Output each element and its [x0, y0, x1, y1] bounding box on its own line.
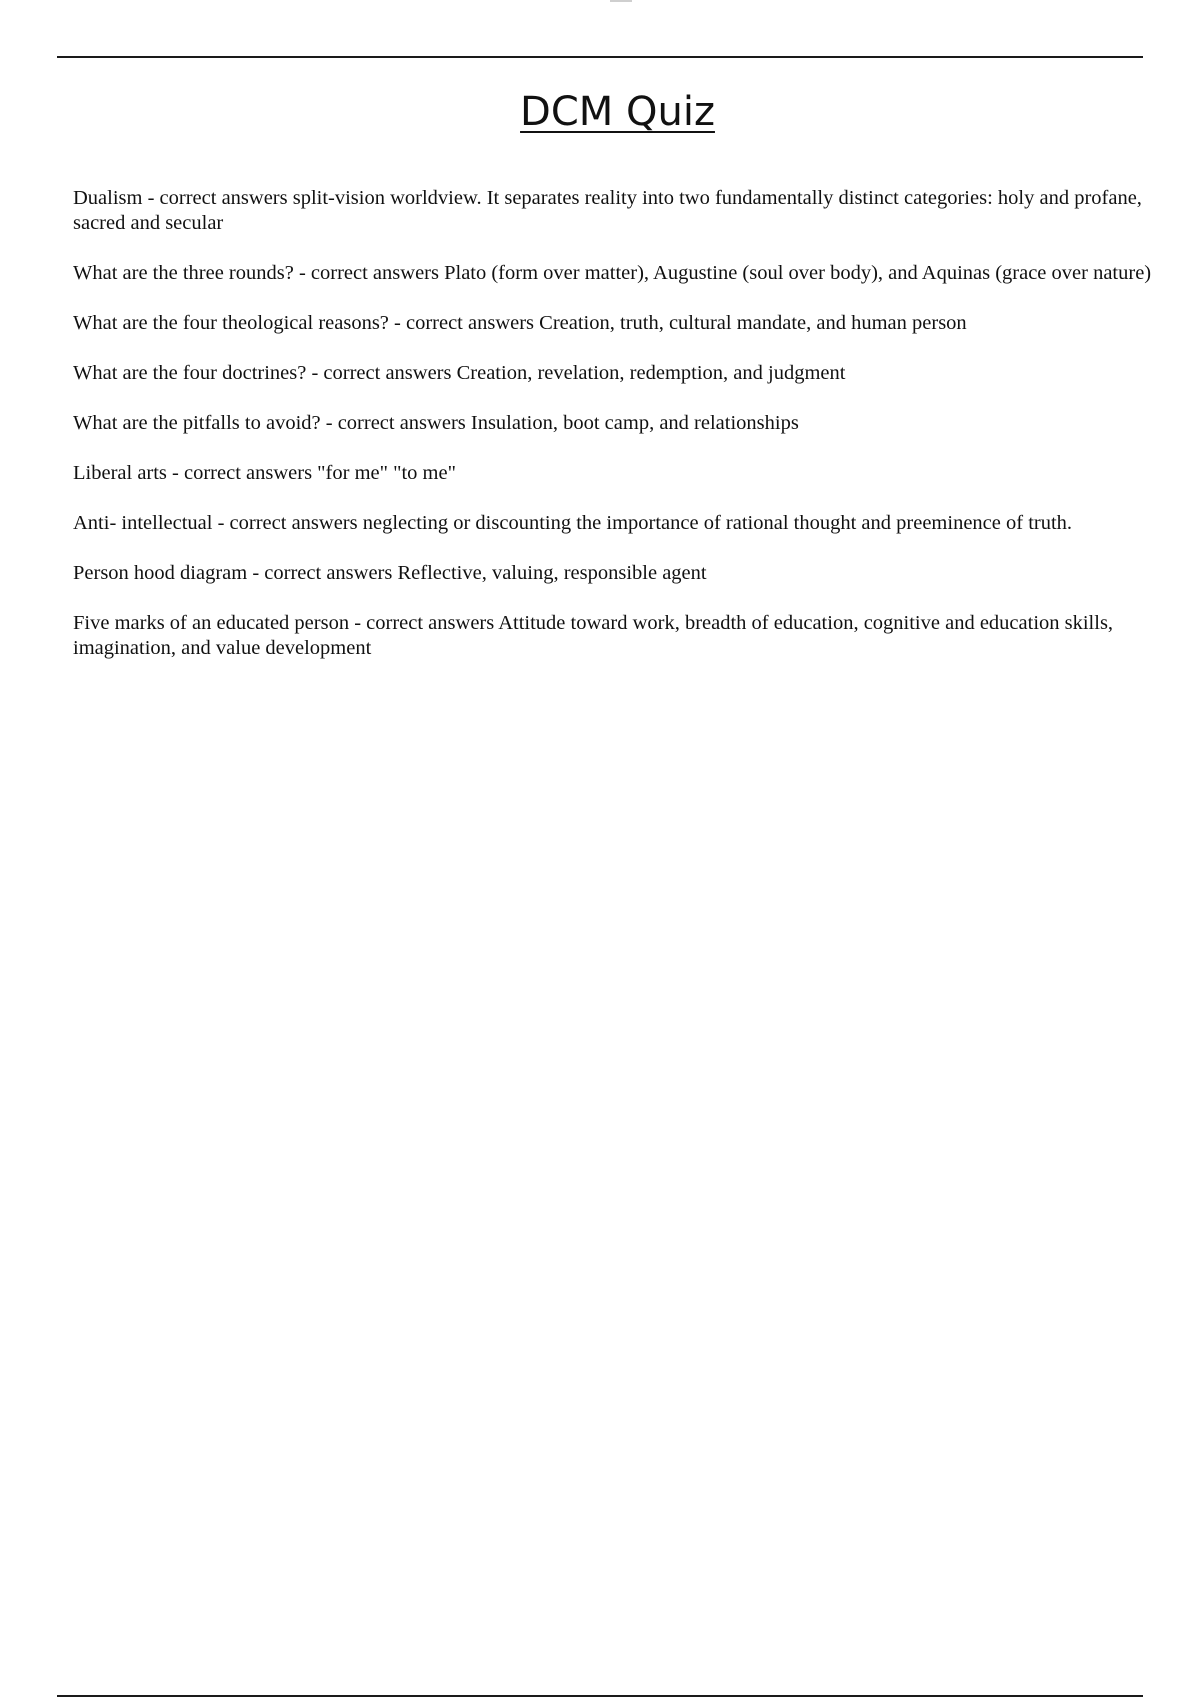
qa-item-liberal-arts: Liberal arts - correct answers "for me" "to me" — [73, 462, 456, 484]
top-divider — [57, 56, 1143, 58]
bottom-divider — [57, 1695, 1143, 1697]
qa-item-anti-intellectual: Anti- intellectual - correct answers neglecting or discounting the importance of rational thought and preeminence of truth. — [73, 512, 1073, 534]
qa-item-dualism: Dualism - correct answers split-vision worldview. It separates reality into two fundamentally distinct categories: holy and profane, sacred and secular — [73, 187, 1142, 234]
qa-item-personhood-diagram: Person hood diagram - correct answers Reflective, valuing, responsible agent — [73, 562, 707, 584]
page-title: DCM Quiz — [520, 89, 715, 135]
qa-item-four-doctrines: What are the four doctrines? - correct answers Creation, revelation, redemption, and judgment — [73, 362, 846, 384]
qa-item-five-marks: Five marks of an educated person - correct answers Attitude toward work, breadth of education, cognitive and education skills, imagination, and value development — [73, 612, 1114, 659]
qa-item-three-rounds: What are the three rounds? - correct answers Plato (form over matter), Augustine (soul over body), and Aquinas (grace over nature) — [73, 262, 1152, 284]
qa-item-pitfalls: What are the pitfalls to avoid? - correct answers Insulation, boot camp, and relationships — [73, 412, 799, 434]
header-mark — [610, 0, 632, 2]
qa-item-theological-reasons: What are the four theological reasons? - correct answers Creation, truth, cultural mandate, and human person — [73, 312, 967, 334]
qa-list — [73, 186, 1153, 686]
